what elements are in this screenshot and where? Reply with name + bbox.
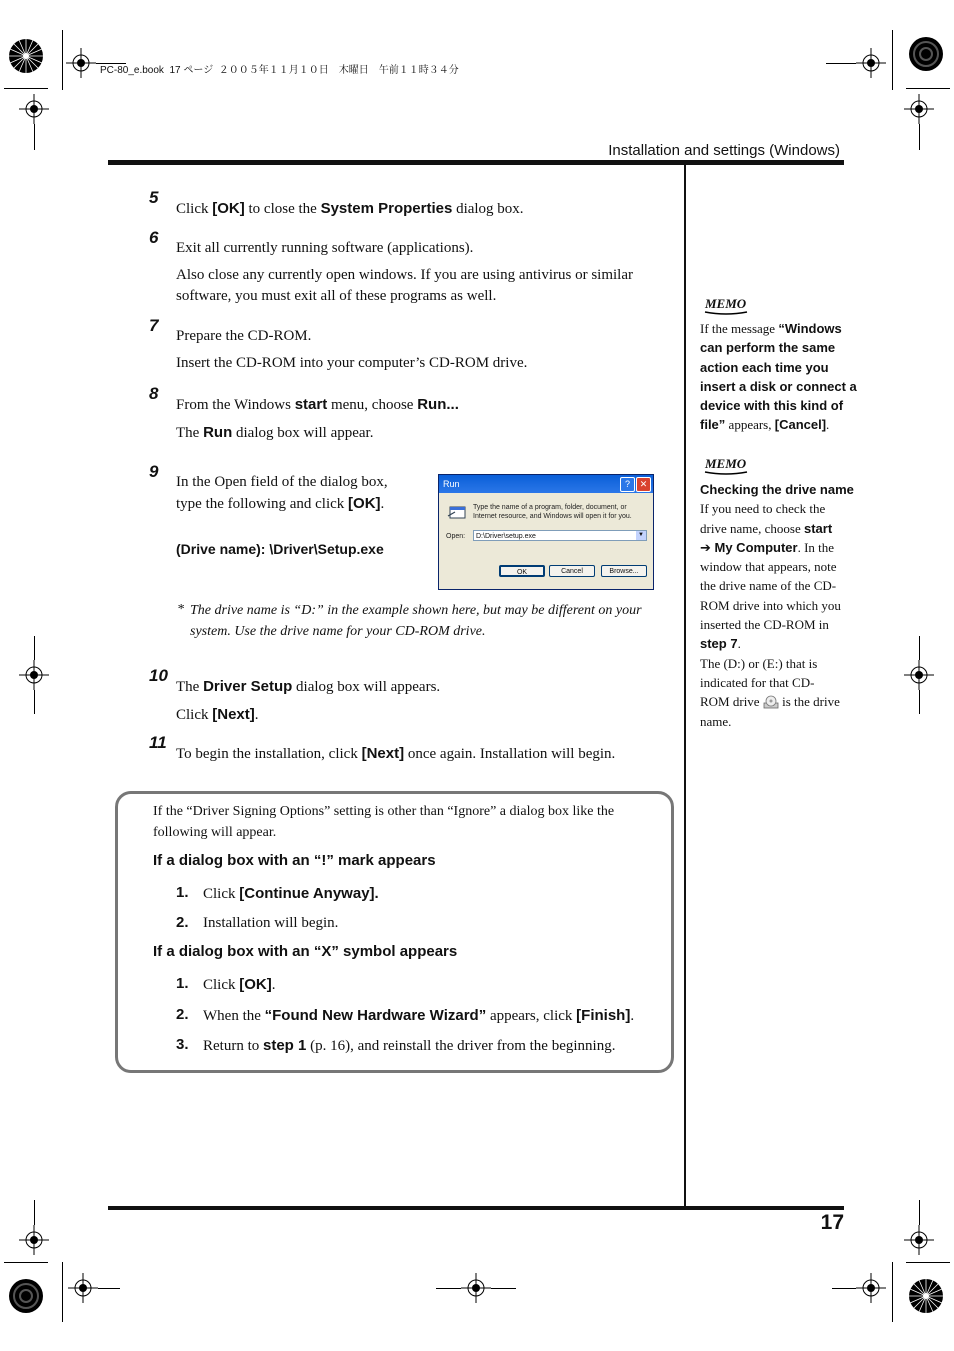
text: type the following and click xyxy=(176,496,349,512)
text: Return to xyxy=(203,1038,263,1054)
ok-button[interactable]: OK xyxy=(499,565,545,577)
crosshair-icon xyxy=(66,48,96,78)
open-input[interactable]: D:\Driver\setup.exe xyxy=(473,530,647,541)
text: . xyxy=(630,1008,635,1024)
next-label: [Next] xyxy=(361,745,405,762)
list-number: 1. xyxy=(176,884,189,901)
step-text xyxy=(176,238,633,307)
text: When the xyxy=(203,1008,265,1024)
step-number: 9 xyxy=(149,462,159,481)
registration-starburst-icon xyxy=(8,38,44,74)
step-number: 11 xyxy=(149,733,167,752)
crosshair-icon xyxy=(904,94,934,124)
text: Insert the CD-ROM into your computer’s CD-ROM drive. xyxy=(176,355,528,371)
list-number: 2. xyxy=(176,1006,189,1023)
text: inserted the CD-ROM in xyxy=(700,617,829,633)
step-number: 7 xyxy=(149,316,159,335)
footer-rule xyxy=(108,1206,844,1210)
crosshair-icon xyxy=(461,1273,491,1303)
crosshair-icon xyxy=(68,1273,98,1303)
run-dialog-screenshot xyxy=(438,474,654,590)
list-number: 2. xyxy=(176,914,189,931)
text: action each time you xyxy=(700,359,829,375)
registration-starburst-icon xyxy=(908,1278,944,1314)
run-label: Run xyxy=(203,424,233,441)
text: dialog box will appear. xyxy=(232,425,374,441)
step-number: 6 xyxy=(149,228,159,247)
text: window that appears, note xyxy=(700,559,837,575)
text: system. Use the drive name for your CD-ROM drive. xyxy=(190,624,486,639)
page-number: 17 xyxy=(820,1211,844,1234)
text: appears, xyxy=(725,417,775,433)
crosshair-icon xyxy=(856,1273,886,1303)
text: Click xyxy=(203,886,240,902)
crosshair-icon xyxy=(19,94,49,124)
text: device with this kind of xyxy=(700,398,844,414)
text: indicated for that CD- xyxy=(700,674,815,690)
text: menu, choose xyxy=(327,397,418,413)
step-text xyxy=(176,394,459,444)
crosshair-icon xyxy=(904,660,934,690)
open-label: Open: xyxy=(446,533,466,540)
run-description xyxy=(473,503,632,521)
text: (p. 16), and reinstall the driver from the beginning. xyxy=(306,1038,616,1054)
finish-label: [Finish] xyxy=(576,1007,631,1024)
crosshair-icon xyxy=(904,1225,934,1255)
text: Exit all currently running software (applications). xyxy=(176,240,474,256)
wizard-label: “Found New Hardware Wizard” xyxy=(264,1007,487,1024)
step-text xyxy=(176,676,440,726)
text: following will appear. xyxy=(153,825,277,840)
memo-badge xyxy=(703,296,749,321)
text: The xyxy=(176,679,204,695)
step-ref: step 7 xyxy=(700,636,738,652)
text: file” xyxy=(700,417,726,433)
memo-title: Checking the drive name xyxy=(700,482,854,497)
list-item: Installation will begin. xyxy=(203,915,339,931)
run-label: Run... xyxy=(417,396,459,413)
column-divider xyxy=(684,165,686,1206)
text: once again. Installation will begin. xyxy=(404,746,616,762)
text: “Windows xyxy=(778,321,842,336)
text: the drive name of the CD- xyxy=(700,578,837,594)
list-item xyxy=(203,974,276,996)
text: name. xyxy=(700,713,732,729)
memo-label: MEMO xyxy=(705,456,747,471)
driver-setup-label: Driver Setup xyxy=(203,678,293,695)
run-dialog-title: Run xyxy=(443,479,460,489)
list-item xyxy=(203,1005,634,1027)
setup-path: (Drive name): \Driver\Setup.exe xyxy=(176,541,384,557)
ok-label: [OK] xyxy=(212,200,245,217)
ok-label: [OK] xyxy=(239,976,272,993)
text: appears, click xyxy=(486,1008,577,1024)
text: To begin the installation, click xyxy=(176,746,362,762)
text: The (D:) or (E:) that is xyxy=(700,655,818,671)
text: insert a disk or connect a xyxy=(700,378,857,394)
step-number: 8 xyxy=(149,384,159,403)
drive-note xyxy=(190,600,642,642)
text: The xyxy=(176,425,204,441)
text: From the Windows xyxy=(176,397,295,413)
exclamation-heading: If a dialog box with an “!” mark appears xyxy=(153,852,436,869)
step-text xyxy=(176,198,524,220)
text: Also close any currently open windows. If you are using antivirus or similar xyxy=(176,267,633,283)
close-button[interactable]: ✕ xyxy=(636,477,651,492)
list-item xyxy=(203,1035,615,1057)
text: . xyxy=(271,977,276,993)
text: . In the xyxy=(797,539,835,555)
section-title: Installation and settings (Windows) xyxy=(608,142,840,159)
start-label: start xyxy=(294,396,328,413)
run-dialog-titlebar xyxy=(439,475,653,493)
header-rule xyxy=(108,160,844,165)
text: Click xyxy=(176,707,213,723)
system-properties-label: System Properties xyxy=(320,200,453,217)
text: ROM drive xyxy=(700,694,763,710)
list-item xyxy=(203,883,379,905)
text: . xyxy=(254,707,259,723)
text: In the Open field of the dialog box, xyxy=(176,474,388,490)
chevron-down-icon[interactable]: ▼ xyxy=(636,531,646,540)
text: software, you must exit all of these programs as well. xyxy=(176,288,497,304)
text: is the drive xyxy=(778,694,840,710)
text: Click xyxy=(203,977,240,993)
list-number: 3. xyxy=(176,1036,189,1053)
text: dialog box will appears. xyxy=(292,679,441,695)
x-symbol-heading: If a dialog box with an “X” symbol appears xyxy=(153,943,458,960)
text: Type the name of a program, folder, document, or xyxy=(473,504,627,511)
continue-anyway-label: [Continue Anyway]. xyxy=(239,885,379,902)
list-number: 1. xyxy=(176,975,189,992)
text: If the message xyxy=(700,321,779,336)
step-ref: step 1 xyxy=(263,1037,307,1054)
text: dialog box. xyxy=(452,201,524,217)
text: . xyxy=(737,636,741,652)
step-number: 10 xyxy=(149,666,168,685)
cd-drive-icon xyxy=(763,695,779,709)
text: Click xyxy=(176,201,213,217)
text: can perform the same xyxy=(700,340,836,356)
memo-drive-name xyxy=(700,480,854,731)
text: drive name, choose xyxy=(700,520,804,536)
crosshair-icon xyxy=(19,1225,49,1255)
text: to close the xyxy=(244,201,321,217)
next-label: [Next] xyxy=(212,706,255,723)
text: The drive name is “D:” in the example shown here, but may be different on your xyxy=(190,603,642,618)
memo-windows-message xyxy=(700,319,857,435)
cancel-label: [Cancel] xyxy=(774,417,827,433)
step-text xyxy=(176,326,527,374)
text: If the “Driver Signing Options” setting is other than “Ignore” a dialog box like the xyxy=(153,804,615,819)
start-label: start xyxy=(803,520,833,536)
registration-starburst-icon xyxy=(8,1278,44,1314)
text: Internet resource, and Windows will open it for you. xyxy=(473,513,632,520)
text: Prepare the CD-ROM. xyxy=(176,328,312,344)
ok-label: [OK] xyxy=(348,495,381,512)
step-text xyxy=(176,743,615,765)
my-computer-label: ➔ My Computer xyxy=(700,539,798,555)
crosshair-icon xyxy=(19,660,49,690)
drive-note-star: * xyxy=(177,602,184,617)
memo-badge xyxy=(703,456,749,481)
crosshair-icon xyxy=(856,48,886,78)
help-button[interactable]: ? xyxy=(620,477,635,492)
text: . xyxy=(826,417,830,433)
run-icon xyxy=(447,505,467,521)
box-intro xyxy=(153,801,614,843)
text: If you need to check the xyxy=(700,501,826,517)
registration-starburst-icon xyxy=(908,36,944,72)
memo-label: MEMO xyxy=(705,296,747,311)
text: . xyxy=(380,496,385,512)
browse-button[interactable]: Browse... xyxy=(601,565,647,577)
step-text xyxy=(176,472,388,515)
print-info-line: PC-80_e.book 17 ページ ２００５年１１月１０日 木曜日 午前１１時３４分 xyxy=(100,65,459,76)
cancel-button[interactable]: Cancel xyxy=(549,565,595,577)
step-number: 5 xyxy=(149,188,159,207)
text: ROM drive into which you xyxy=(700,597,841,613)
